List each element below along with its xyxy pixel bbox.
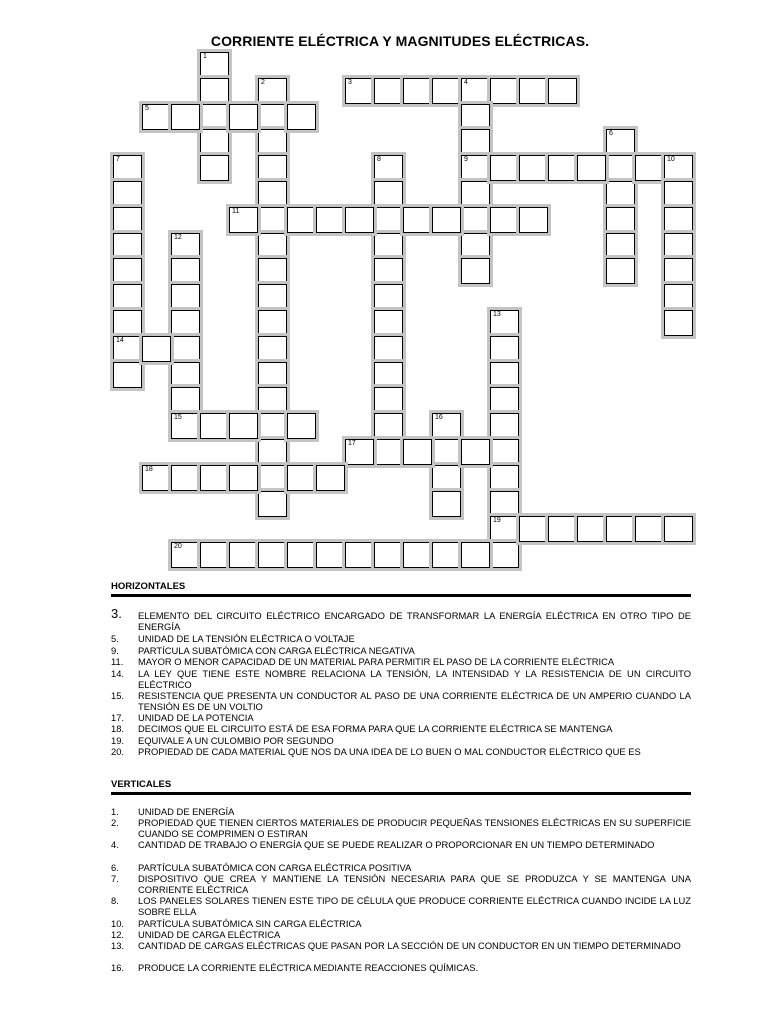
crossword-cell[interactable] <box>490 439 519 465</box>
crossword-cell[interactable] <box>664 155 693 181</box>
crossword-cell[interactable] <box>113 207 142 233</box>
verticales-clue <box>111 839 691 850</box>
crossword-cell[interactable] <box>606 155 635 181</box>
crossword-cell[interactable] <box>490 155 519 181</box>
crossword-cell[interactable] <box>490 387 519 413</box>
clue-text: RESISTENCIA QUE PRESENTA UN CONDUCTOR AL PASO DE UNA CORRIENTE ELÉCTRICA DE UN AMPERIO CUANDO LA TENSIÓN ES DE UN VOLTIO <box>138 690 691 712</box>
crossword-cell[interactable] <box>113 258 142 284</box>
crossword-cell[interactable] <box>548 516 577 542</box>
crossword-cell[interactable] <box>374 362 403 388</box>
clue-number: 1. <box>111 806 119 817</box>
clue-text: PROPIEDAD QUE TIENEN CIERTOS MATERIALES DE PRODUCIR PEQUEÑAS TENSIONES ELÉCTRICAS EN SU SUPERFICIE CUANDO SE COMPRIMEN O ESTIRAN <box>138 817 691 839</box>
clue-number: 4 <box>464 78 468 86</box>
horizontales-clue <box>111 606 691 632</box>
clue-number: 15 <box>174 414 182 422</box>
crossword-cell[interactable] <box>258 465 287 491</box>
crossword-cell[interactable] <box>113 310 142 336</box>
horizontales-clue <box>111 668 691 690</box>
crossword-cell[interactable] <box>171 542 200 568</box>
crossword-cell[interactable] <box>664 233 693 259</box>
crossword-cell[interactable] <box>374 207 403 233</box>
clue-number: 5 <box>145 104 149 112</box>
clue-text: UNIDAD DE CARGA ELÉCTRICA <box>138 929 281 940</box>
crossword-cell[interactable] <box>664 181 693 207</box>
clue-number: 13. <box>111 940 125 951</box>
crossword-cell[interactable] <box>316 207 345 233</box>
crossword-cell[interactable] <box>606 129 635 155</box>
crossword-cell[interactable] <box>374 155 403 181</box>
crossword-cell[interactable] <box>432 207 461 233</box>
clue-number: 17. <box>111 712 125 723</box>
verticales-clue <box>111 862 691 873</box>
clue-number: 6. <box>111 862 119 873</box>
crossword-cell[interactable] <box>374 310 403 336</box>
crossword-cell[interactable] <box>461 104 490 130</box>
crossword-cell[interactable] <box>374 413 403 439</box>
crossword-cell[interactable] <box>490 413 519 439</box>
clue-text: UNIDAD DE ENERGÍA <box>138 806 235 817</box>
crossword-cell[interactable] <box>519 155 548 181</box>
verticales-clue <box>111 962 691 973</box>
verticales-clue <box>111 873 691 895</box>
crossword-cell[interactable] <box>461 129 490 155</box>
crossword-cell[interactable] <box>403 207 432 233</box>
crossword-cell[interactable] <box>113 336 142 362</box>
crossword-cell[interactable] <box>664 258 693 284</box>
clue-number: 20 <box>174 543 182 551</box>
crossword-cell[interactable] <box>258 542 287 568</box>
crossword-cell[interactable] <box>490 78 519 104</box>
clue-number: 15. <box>111 690 125 701</box>
crossword-cell[interactable] <box>432 465 461 491</box>
clue-number: 19. <box>111 735 125 746</box>
crossword-cell[interactable] <box>606 233 635 259</box>
clue-text: PARTÍCULA SUBATÓMICA SIN CARGA ELÉCTRICA <box>138 918 362 929</box>
clue-number: 16. <box>111 962 125 973</box>
crossword-cell[interactable] <box>171 233 200 259</box>
clue-text: PRODUCE LA CORRIENTE ELÉCTRICA MEDIANTE REACCIONES QUÍMICAS. <box>138 962 479 973</box>
crossword-cell[interactable] <box>490 465 519 491</box>
crossword-cell[interactable] <box>229 465 258 491</box>
horizontales-clue <box>111 690 691 712</box>
crossword-cell[interactable] <box>664 310 693 336</box>
crossword-cell[interactable] <box>258 181 287 207</box>
crossword-cell[interactable] <box>171 310 200 336</box>
clue-number: 9. <box>111 645 119 656</box>
crossword-cell[interactable] <box>606 207 635 233</box>
crossword-cell[interactable] <box>200 465 229 491</box>
crossword-cell[interactable] <box>490 336 519 362</box>
clue-number: 9 <box>464 156 468 164</box>
clue-number: 7. <box>111 873 119 884</box>
crossword-cell[interactable] <box>142 104 171 130</box>
clue-number: 20. <box>111 746 125 757</box>
crossword-cell[interactable] <box>490 310 519 336</box>
crossword-cell[interactable] <box>461 78 490 104</box>
crossword-cell[interactable] <box>200 78 229 104</box>
crossword-cell[interactable] <box>374 542 403 568</box>
crossword-cell[interactable] <box>345 207 374 233</box>
crossword-cell[interactable] <box>432 439 461 465</box>
clue-number: 18. <box>111 723 125 734</box>
crossword-cell[interactable] <box>171 413 200 439</box>
crossword-cell[interactable] <box>200 155 229 181</box>
verticales-clue <box>111 940 691 951</box>
crossword-cell[interactable] <box>519 207 548 233</box>
crossword-cell[interactable] <box>171 387 200 413</box>
crossword-cell[interactable] <box>258 362 287 388</box>
clue-text: EQUIVALE A UN CULOMBIO POR SEGUNDO <box>138 735 334 746</box>
crossword-cell[interactable] <box>142 336 171 362</box>
clue-number: 14. <box>111 668 125 679</box>
crossword-cell[interactable] <box>113 155 142 181</box>
clue-number: 8. <box>111 895 119 906</box>
clue-text: CANTIDAD DE TRABAJO O ENERGÍA QUE SE PUEDE REALIZAR O PROPORCIONAR EN UN TIEMPO DETERMINADO <box>138 839 655 850</box>
crossword-cell[interactable] <box>258 104 287 130</box>
crossword-cell[interactable] <box>374 181 403 207</box>
crossword-cell[interactable] <box>490 542 519 568</box>
clue-text: UNIDAD DE LA TENSIÓN ELÉCTRICA O VOLTAJE <box>138 633 355 644</box>
crossword-cell[interactable] <box>461 155 490 181</box>
clue-number: 11. <box>111 656 124 667</box>
crossword-cell[interactable] <box>258 155 287 181</box>
crossword-cell[interactable] <box>113 362 142 388</box>
crossword-cell[interactable] <box>374 387 403 413</box>
crossword-cell[interactable] <box>287 465 316 491</box>
crossword-cell[interactable] <box>345 78 374 104</box>
clue-number: 4. <box>111 839 119 850</box>
crossword-cell[interactable] <box>374 336 403 362</box>
clue-number: 10. <box>111 918 125 929</box>
crossword-cell[interactable] <box>577 516 606 542</box>
crossword-cell[interactable] <box>606 516 635 542</box>
crossword-cell[interactable] <box>258 284 287 310</box>
crossword-cell[interactable] <box>664 516 693 542</box>
clue-number: 8 <box>377 156 381 164</box>
horizontales-divider <box>111 594 691 597</box>
crossword-cell[interactable] <box>403 542 432 568</box>
crossword-cell[interactable] <box>113 233 142 259</box>
crossword-cell[interactable] <box>113 181 142 207</box>
crossword-cell[interactable] <box>229 207 258 233</box>
clue-number: 3 <box>348 78 352 86</box>
crossword-cell[interactable] <box>490 491 519 517</box>
crossword-cell[interactable] <box>258 491 287 517</box>
horizontales-clue <box>111 735 691 746</box>
crossword-cell[interactable] <box>229 542 258 568</box>
verticales-heading: VERTICALES <box>111 779 172 790</box>
crossword-cell[interactable] <box>635 155 664 181</box>
clue-number: 1 <box>203 53 207 60</box>
crossword-cell[interactable] <box>258 413 287 439</box>
clue-text: LA LEY QUE TIENE ESTE NOMBRE RELACIONA LA TENSIÓN, LA INTENSIDAD Y LA RESISTENCIA DE UN CIRCUITO ELÉCTRICO <box>138 668 691 690</box>
verticales-clue <box>111 895 691 917</box>
horizontales-heading: HORIZONTALES <box>111 581 186 592</box>
crossword-cell[interactable] <box>461 542 490 568</box>
clue-number: 12. <box>111 929 125 940</box>
clue-text: CANTIDAD DE CARGAS ELÉCTRICAS QUE PASAN POR LA SECCIÓN DE UN CONDUCTOR EN UN TIEMPO DETERMINADO <box>138 940 681 951</box>
crossword-cell[interactable] <box>548 78 577 104</box>
clue-number: 3. <box>111 606 122 621</box>
clue-number: 12 <box>174 233 182 241</box>
crossword-cell[interactable] <box>403 439 432 465</box>
crossword-cell[interactable] <box>490 516 519 542</box>
crossword-cell[interactable] <box>171 104 200 130</box>
crossword-cell[interactable] <box>606 258 635 284</box>
crossword-cell[interactable] <box>519 78 548 104</box>
crossword-cell[interactable] <box>345 542 374 568</box>
clue-number: 2. <box>111 817 119 828</box>
crossword-cell[interactable] <box>171 362 200 388</box>
clue-number: 13 <box>493 311 501 318</box>
crossword-cell[interactable] <box>577 155 606 181</box>
crossword-cell[interactable] <box>287 542 316 568</box>
crossword-cell[interactable] <box>258 233 287 259</box>
clue-number: 17 <box>348 440 356 447</box>
clue-number: 14 <box>116 336 124 344</box>
verticales-clue <box>111 929 691 940</box>
crossword-cell[interactable] <box>171 258 200 284</box>
clue-text: PROPIEDAD DE CADA MATERIAL QUE NOS DA UNA IDEA DE LO BUEN O MAL CONDUCTOR ELÉCTRICO QUE ES <box>138 746 641 757</box>
crossword-cell[interactable] <box>374 233 403 259</box>
clue-text: ELEMENTO DEL CIRCUITO ELÉCTRICO ENCARGADO DE TRANSFORMAR LA ENERGÍA ELÉCTRICA EN OTRO TIPO DE ENERGÍA <box>138 610 691 632</box>
clue-text: PARTÍCULA SUBATÓMICA CON CARGA ELÉCTRICA NEGATIVA <box>138 645 415 656</box>
crossword-cell[interactable] <box>461 181 490 207</box>
crossword-cell[interactable] <box>258 129 287 155</box>
crossword-cell[interactable] <box>258 78 287 104</box>
clue-text: LOS PANELES SOLARES TIENEN ESTE TIPO DE CÉLULA QUE PRODUCE CORRIENTE ELÉCTRICA CUANDO INCIDE LA LUZ SOBRE ELLA <box>138 895 691 917</box>
crossword-cell[interactable] <box>490 207 519 233</box>
crossword-cell[interactable] <box>432 78 461 104</box>
crossword-cell[interactable] <box>664 207 693 233</box>
clue-number: 6 <box>609 130 613 138</box>
clue-number: 5. <box>111 633 119 644</box>
crossword-cell[interactable] <box>287 104 316 130</box>
crossword-cell[interactable] <box>171 336 200 362</box>
verticales-clue <box>111 806 691 817</box>
clue-number: 19 <box>493 517 501 525</box>
clue-number: 10 <box>667 156 675 164</box>
clue-text: PARTÍCULA SUBATÓMICA CON CARGA ELÉCTRICA POSITIVA <box>138 862 412 873</box>
clue-number: 7 <box>116 156 120 164</box>
crossword-cell[interactable] <box>258 258 287 284</box>
horizontales-clue <box>111 656 691 667</box>
crossword-cell[interactable] <box>113 284 142 310</box>
crossword-cell[interactable] <box>200 104 229 130</box>
crossword-cell[interactable] <box>432 491 461 517</box>
crossword-cell[interactable] <box>519 516 548 542</box>
crossword-cell[interactable] <box>171 284 200 310</box>
crossword-cell[interactable] <box>606 181 635 207</box>
verticales-clue <box>111 918 691 929</box>
crossword-cell[interactable] <box>403 78 432 104</box>
crossword-cell[interactable] <box>200 413 229 439</box>
horizontales-clue <box>111 723 691 734</box>
crossword-cell[interactable] <box>258 310 287 336</box>
crossword-cell[interactable] <box>374 78 403 104</box>
clue-text: MAYOR O MENOR CAPACIDAD DE UN MATERIAL PARA PERMITIR EL PASO DE LA CORRIENTE ELÉCTRICA <box>138 656 615 667</box>
crossword-cell[interactable] <box>635 516 664 542</box>
crossword-cell[interactable] <box>461 207 490 233</box>
crossword-cell[interactable] <box>432 413 461 439</box>
crossword-cell[interactable] <box>287 207 316 233</box>
crossword-cell[interactable] <box>374 284 403 310</box>
crossword-cell[interactable] <box>345 439 374 465</box>
clue-number: 2 <box>261 78 265 86</box>
crossword-cell[interactable] <box>258 387 287 413</box>
crossword-cell[interactable] <box>200 129 229 155</box>
clue-number: 11 <box>232 207 240 215</box>
crossword-cell[interactable] <box>258 336 287 362</box>
clue-text: UNIDAD DE LA POTENCIA <box>138 712 254 723</box>
horizontales-clue <box>111 633 691 644</box>
crossword-cell[interactable] <box>664 284 693 310</box>
horizontales-clue <box>111 712 691 723</box>
clue-number: 18 <box>145 465 153 473</box>
crossword-cell[interactable] <box>287 413 316 439</box>
crossword-cell[interactable] <box>432 542 461 568</box>
crossword-cell[interactable] <box>461 233 490 259</box>
crossword-cell[interactable] <box>229 104 258 130</box>
crossword-cell[interactable] <box>490 362 519 388</box>
crossword-cell[interactable] <box>374 439 403 465</box>
crossword-cell[interactable] <box>229 413 258 439</box>
crossword-cell[interactable] <box>142 465 171 491</box>
crossword-cell[interactable] <box>461 258 490 284</box>
crossword-cell[interactable] <box>258 439 287 465</box>
crossword-cell[interactable] <box>171 465 200 491</box>
crossword-cell[interactable] <box>316 465 345 491</box>
crossword-cell[interactable] <box>258 207 287 233</box>
clue-text: DECIMOS QUE EL CIRCUITO ESTÁ DE ESA FORMA PARA QUE LA CORRIENTE ELÉCTRICA SE MANTENGA <box>138 723 613 734</box>
clue-number: 16 <box>435 414 443 422</box>
crossword-cell[interactable] <box>374 258 403 284</box>
clue-text: DISPOSITIVO QUE CREA Y MANTIENE LA TENSIÓN NECESARIA PARA QUE SE PRODUZCA Y SE MANTENGA UNA CORRIENTE ELÉCTRICA <box>138 873 691 895</box>
crossword-cell[interactable] <box>548 155 577 181</box>
crossword-cell[interactable] <box>316 542 345 568</box>
crossword-cell[interactable] <box>200 52 229 78</box>
crossword-cell[interactable] <box>200 542 229 568</box>
page-title: CORRIENTE ELÉCTRICA Y MAGNITUDES ELÉCTRICAS. <box>210 33 590 49</box>
horizontales-clue <box>111 645 691 656</box>
crossword-cell[interactable] <box>461 439 490 465</box>
verticales-clue <box>111 817 691 839</box>
verticales-divider <box>111 792 691 795</box>
horizontales-clue <box>111 746 691 757</box>
